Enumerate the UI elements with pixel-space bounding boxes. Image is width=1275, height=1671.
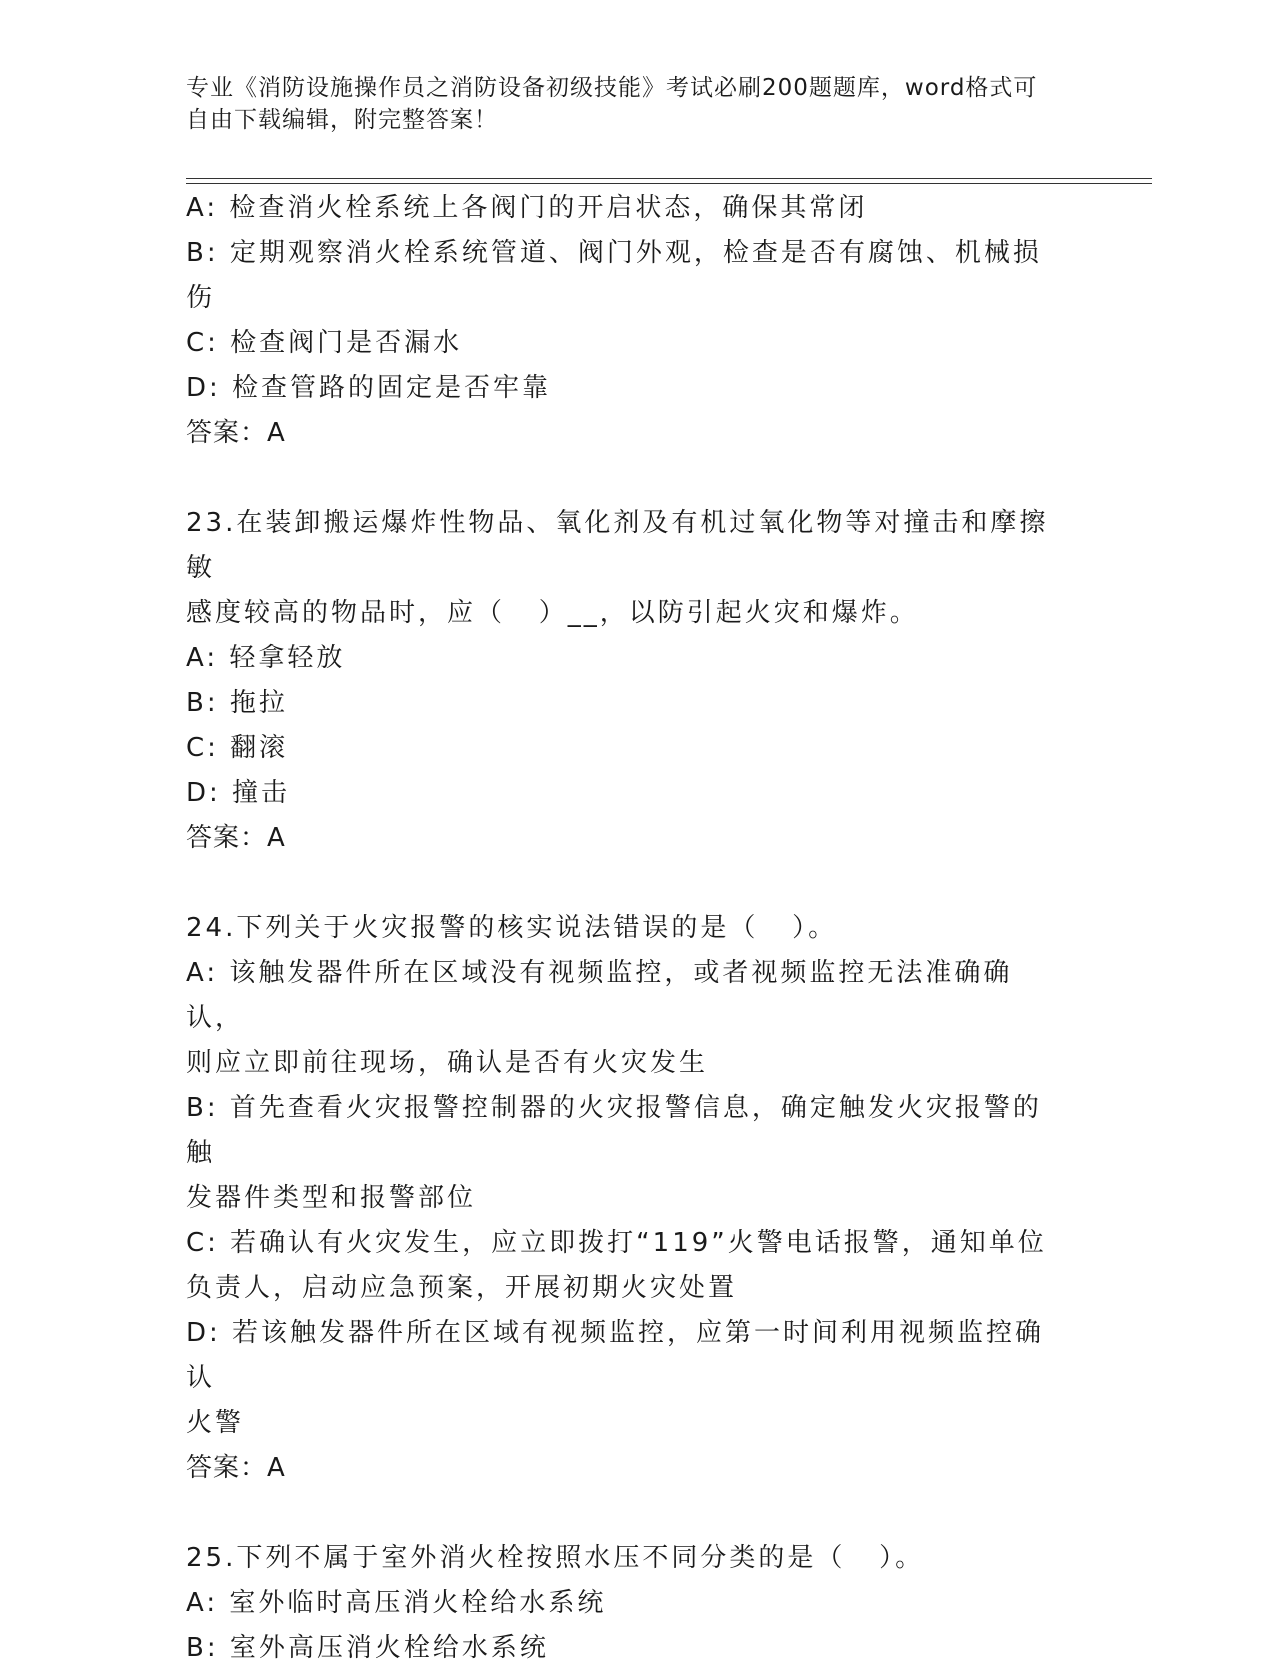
option-b: B: 室外高压消火栓给水系统: [186, 1633, 549, 1663]
option-c: C: 翻滚: [186, 733, 289, 763]
question-stem-continued: 感度较高的物品时，应（ ）__，以防引起火灾和爆炸。: [186, 598, 919, 628]
option-a: A: 检查消火栓系统上各阀门的开启状态，确保其常闭: [186, 193, 868, 223]
answer: 答案：A: [186, 823, 286, 853]
option-b: B: 定期观察消火栓系统管道、阀门外观，检查是否有腐蚀、机械损伤: [186, 238, 1042, 313]
question-23: [186, 501, 1066, 861]
option-c-continued: 负责人，启动应急预案，开展初期火灾处置: [186, 1273, 738, 1303]
answer: 答案：A: [186, 418, 286, 448]
question-stem: 25.下列不属于室外消火栓按照水压不同分类的是（ ）。: [186, 1543, 925, 1573]
option-d-continued: 火警: [186, 1408, 245, 1438]
option-a: A: 轻拿轻放: [186, 643, 346, 673]
question-25: [186, 1536, 1066, 1671]
header-divider: [186, 178, 1152, 184]
header-title-line-2: 自由下载编辑，附完整答案！: [186, 107, 498, 133]
option-b: B: 首先查看火灾报警控制器的火灾报警信息，确定触发火灾报警的触: [186, 1093, 1042, 1168]
option-c: C: 检查阀门是否漏水: [186, 328, 463, 358]
option-b: B: 拖拉: [186, 688, 288, 718]
option-a: A: 该触发器件所在区域没有视频监控，或者视频监控无法准确确认，: [186, 958, 1013, 1033]
question-stem: 23.在装卸搬运爆炸性物品、氧化剂及有机过氧化物等对撞击和摩擦敏: [186, 508, 1049, 583]
option-a-continued: 则应立即前往现场，确认是否有火灾发生: [186, 1048, 709, 1078]
header-title-line-1: 专业《消防设施操作员之消防设备初级技能》考试必刷200题题库，word格式可: [186, 75, 1038, 101]
option-b-continued: 发器件类型和报警部位: [186, 1183, 477, 1213]
question-list: [186, 186, 1066, 1671]
option-d: D: 撞击: [186, 778, 291, 808]
option-d: D: 检查管路的固定是否牢靠: [186, 373, 552, 403]
answer: 答案：A: [186, 1453, 286, 1483]
option-a: A: 室外临时高压消火栓给水系统: [186, 1588, 607, 1618]
question-24: [186, 906, 1066, 1491]
spacer: [186, 456, 1066, 501]
question-22-remainder: [186, 186, 1066, 456]
option-d: D: 若该触发器件所在区域有视频监控，应第一时间利用视频监控确认: [186, 1318, 1045, 1393]
document-header: [186, 72, 1066, 136]
spacer: [186, 1491, 1066, 1536]
option-c: C: 若确认有火灾发生，应立即拨打“119”火警电话报警，通知单位: [186, 1228, 1047, 1258]
spacer: [186, 861, 1066, 906]
question-stem: 24.下列关于火灾报警的核实说法错误的是（ ）。: [186, 913, 838, 943]
